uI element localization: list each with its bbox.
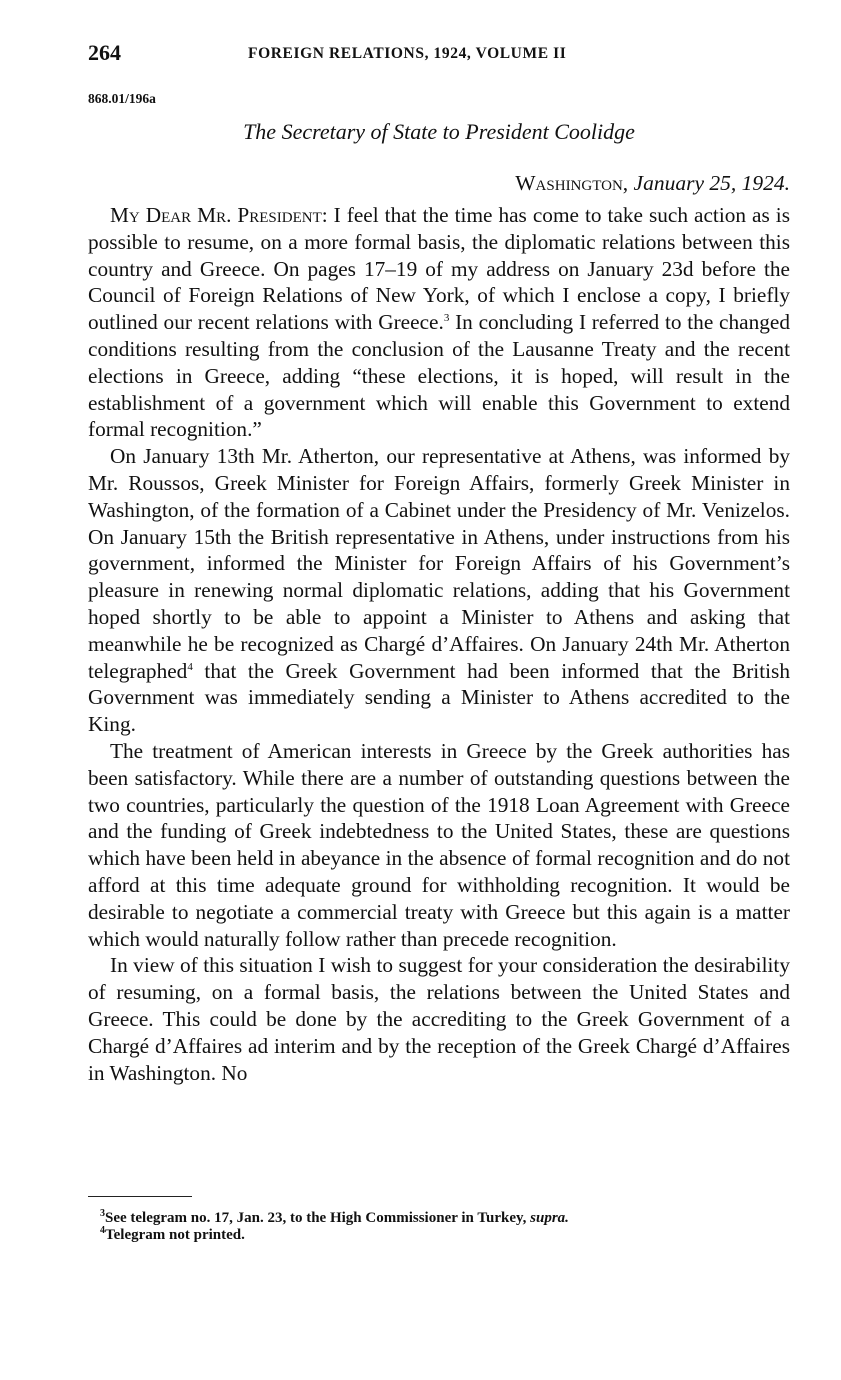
footnote-4 <box>100 1227 790 1244</box>
paragraph-3: The treatment of American interests in Greece by the Greek authorities has been satisfactory. While there are a number of outstanding questions between the two countries, particularly the question of the 1918 Loan Agreement with Greece and the funding of Greek indebtedness to the United States, these are questions which have been held in abeyance in the absence of formal recognition and do not afford at this time adequate ground for withholding recognition. It would be desirable to negotiate a commercial treaty with Greece but this again is a matter which would naturally follow rather than precede recognition. <box>88 738 790 951</box>
salutation: My Dear Mr. President: <box>110 203 328 227</box>
footnote-text: Telegram not printed. <box>105 1227 245 1243</box>
paragraph-1-text-a: I feel that the time has come to take such action as is possible to resume, on a more formal basis, the diplomatic relations between this country and Greece. On pages 17–19 of my address on January 23d before the Council of Foreign Relations of New York, of which I enclose a copy, I briefly outlined our recent relations with Greece. <box>88 203 790 335</box>
dateline <box>515 171 790 196</box>
running-head <box>88 40 790 70</box>
page-number: 264 <box>88 40 121 65</box>
dateline-place: Washington, <box>515 171 629 195</box>
footnote-mark: 4 <box>100 1225 105 1236</box>
footnote-ref-4: 4 <box>187 660 193 673</box>
footnote-text: See telegram no. 17, Jan. 23, to the High Commissioner in Turkey, <box>105 1210 531 1226</box>
dateline-date: January 25, 1924. <box>633 171 790 195</box>
file-number: 868.01/196a <box>88 91 156 106</box>
letter-body <box>88 202 790 1086</box>
paragraph-2-text-b: that the Greek Government had been informed that the British Government was immediately sending a Minister to Athens accredited to the King. <box>88 658 790 737</box>
footnote-3 <box>100 1210 790 1227</box>
paragraph-1-text-b: In concluding I referred to the changed conditions resulting from the conclusion of the Lausanne Treaty and the recent elections in Greece, adding “these elections, it is hoped, will result in the establishment of a government which will enable this Government to extend formal recognition.” <box>88 310 790 442</box>
footnotes <box>100 1210 790 1244</box>
footnote-italic: supra. <box>530 1210 569 1226</box>
paragraph-2-text-a: On January 13th Mr. Atherton, our representative at Athens, was informed by Mr. Roussos, Greek Minister for Foreign Affairs, formerly Greek Minister in Washington, of the formation of a Cabinet under the Presidency of Mr. Venizelos. On January 15th the British representative in Athens, under instructions from his government, informed the Minister for Foreign Affairs of his Government’s pleasure in renewing normal diplomatic relations, adding that his Government hoped shortly to be able to appoint a Minister to Athens and asking that meanwhile he be recognized as Chargé d’Affaires. On January 24th Mr. Atherton telegraphed <box>88 444 790 683</box>
footnote-ref-3: 3 <box>443 312 450 325</box>
paragraph-1 <box>88 202 790 443</box>
document-title: The Secretary of State to President Coolidge <box>243 119 635 144</box>
footnote-divider <box>88 1196 192 1197</box>
paragraph-4: In view of this situation I wish to suggest for your consideration the desirability of resuming, on a formal basis, the relations between the United States and Greece. This could be done by the accrediting to the Greek Government of a Chargé d’Affaires ad interim and by the reception of the Greek Chargé d’Affaires in Washington. No <box>88 953 790 1085</box>
footnote-mark: 3 <box>100 1208 105 1219</box>
paragraph-2 <box>88 443 790 738</box>
publication-title: FOREIGN RELATIONS, 1924, VOLUME II <box>248 45 567 62</box>
